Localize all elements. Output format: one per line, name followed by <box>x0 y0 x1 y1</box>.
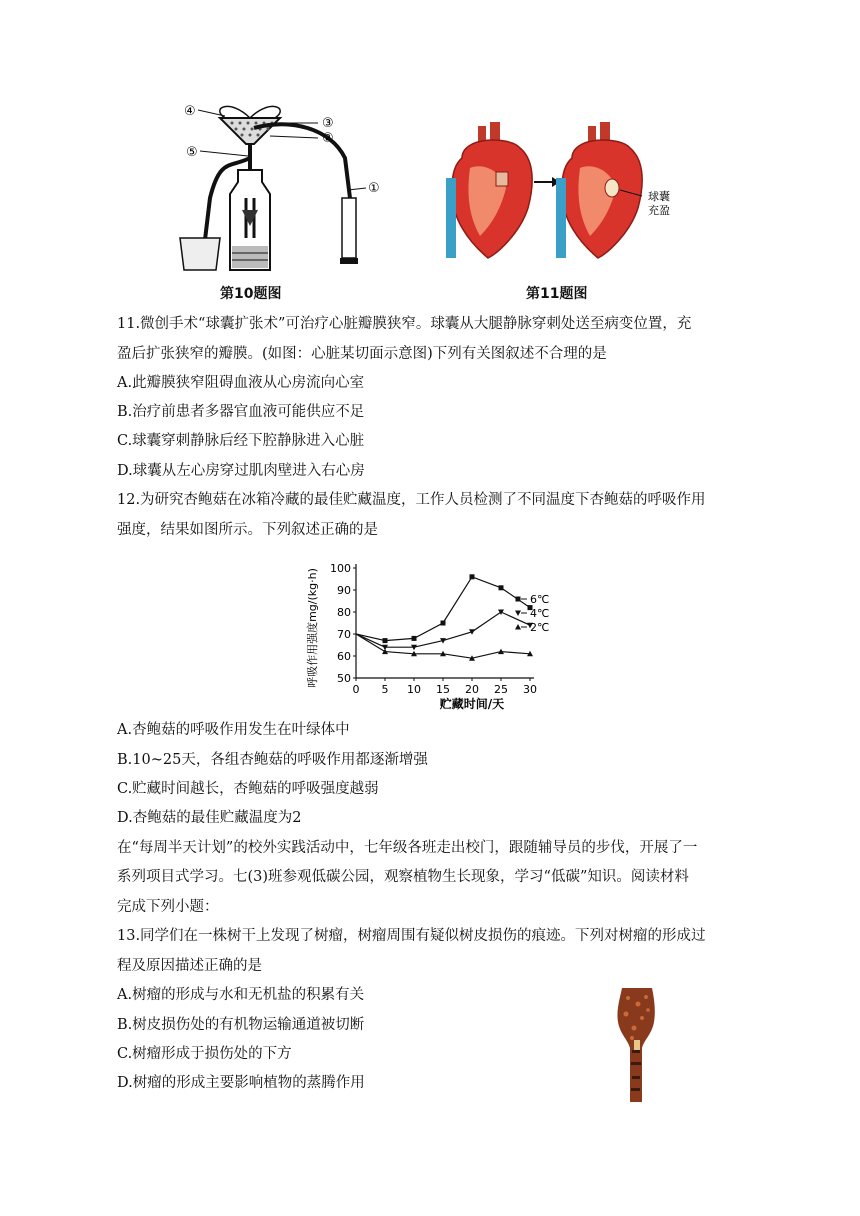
q13-stem-line-2: 程及原因描述正确的是 <box>117 958 262 974</box>
label-3: ③ <box>322 116 334 131</box>
intro-line-1: 在“每周半天计划”的校外实践活动中，七年级各班走出校门，跟随辅导员的步伐，开展了一 <box>117 840 698 856</box>
x-tick-label: 25 <box>494 683 508 696</box>
y-tick-label: 80 <box>337 606 351 619</box>
figure-11 <box>440 118 690 268</box>
intro-line-3: 完成下列小题： <box>117 899 219 915</box>
label-4: ④ <box>184 104 196 119</box>
q13-option-d: D.树瘤的形成主要影响植物的蒸腾作用 <box>117 1075 365 1091</box>
chart-svg <box>300 556 570 716</box>
apparatus-diagram <box>170 98 390 276</box>
x-tick-label: 5 <box>381 683 389 696</box>
label-2: ② <box>322 131 334 146</box>
q12-option-d: D.杏鲍菇的最佳贮藏温度为2 <box>117 810 302 826</box>
intro-line-2: 系列项目式学习。七(3)班参观低碳公园，观察植物生长现象，学习“低碳”知识。阅读材料 <box>117 869 689 885</box>
figure-10-caption: 第10题图 <box>220 286 282 302</box>
legend-label: 2℃ <box>530 621 550 634</box>
heart-before <box>446 122 532 258</box>
y-tick-label: 70 <box>337 628 351 641</box>
q11-option-d: D.球囊从左心房穿过肌肉壁进入右心房 <box>117 463 365 479</box>
data-point <box>412 636 417 641</box>
data-point <box>499 585 504 590</box>
q12-option-c: C.贮藏时间越长，杏鲍菇的呼吸强度越弱 <box>117 781 379 797</box>
heart-after <box>556 122 642 258</box>
y-tick-label: 60 <box>337 650 351 663</box>
balloon-label-line-2: 充盈 <box>648 204 670 217</box>
balloon-label-line-1: 球囊 <box>648 190 670 203</box>
q11-option-b: B.治疗前患者多器官血液可能供应不足 <box>117 404 365 420</box>
legend-label: 6℃ <box>530 593 550 606</box>
legend-marker <box>516 597 521 602</box>
q12-stem-line-2: 强度，结果如图所示。下列叙述正确的是 <box>117 522 378 538</box>
legend-marker <box>515 611 521 617</box>
figure-11-caption: 第11题图 <box>526 286 588 302</box>
q12-option-a: A.杏鲍菇的呼吸作用发生在叶绿体中 <box>117 722 350 738</box>
data-point <box>498 610 504 616</box>
heart-diagram <box>440 118 690 268</box>
x-axis-label: 贮藏时间/天 <box>439 697 505 711</box>
y-axis-label: 呼吸作用强度mg/(kg·h) <box>306 568 319 688</box>
q11-option-a: A.此瓣膜狭窄阻碍血液从心房流向心室 <box>117 375 365 391</box>
q13-option-a: A.树瘤的形成与水和无机盐的积累有关 <box>117 987 365 1003</box>
y-tick-label: 100 <box>330 562 351 575</box>
x-tick-label: 20 <box>465 683 479 696</box>
data-point <box>470 574 475 579</box>
label-5: ⑤ <box>186 145 198 160</box>
y-tick-label: 90 <box>337 584 351 597</box>
respiration-chart <box>300 556 570 716</box>
legend-marker <box>515 624 521 630</box>
q12-stem-line-1: 12.为研究杏鲍菇在冰箱冷藏的最佳贮藏温度，工作人员检测了不同温度下杏鲍菇的呼吸作用 <box>117 492 706 508</box>
x-tick-label: 0 <box>352 683 360 696</box>
q11-option-c: C.球囊穿刺静脉后经下腔静脉进入心脏 <box>117 433 365 449</box>
q13-option-b: B.树皮损伤处的有机物运输通道被切断 <box>117 1017 365 1033</box>
q11-stem-line-1: 11.微创手术“球囊扩张术”可治疗心脏瓣膜狭窄。球囊从大腿静脉穿刺处送至病变位置，充 <box>117 316 692 332</box>
data-point <box>441 621 446 626</box>
q11-stem-line-2: 盈后扩张狭窄的瓣膜。(如图：心脏某切面示意图)下列有关图叙述不合理的是 <box>117 346 607 362</box>
tree-burl-image <box>614 988 660 1102</box>
legend-label: 4℃ <box>530 607 550 620</box>
q13-option-c: C.树瘤形成于损伤处的下方 <box>117 1046 292 1062</box>
figure-10 <box>170 98 390 276</box>
q13-stem-line-1: 13.同学们在一株树干上发现了树瘤，树瘤周围有疑似树皮损伤的痕迹。下列对树瘤的形成过 <box>117 928 706 944</box>
data-point <box>383 638 388 643</box>
series-line <box>356 577 530 641</box>
tree-burl-illustration <box>614 988 660 1102</box>
q12-option-b: B.10~25天，各组杏鲍菇的呼吸作用都逐渐增强 <box>117 752 428 768</box>
y-tick-label: 50 <box>337 672 351 685</box>
x-tick-label: 10 <box>407 683 421 696</box>
x-tick-label: 30 <box>523 683 537 696</box>
label-1: ① <box>368 181 380 196</box>
x-tick-label: 15 <box>436 683 450 696</box>
